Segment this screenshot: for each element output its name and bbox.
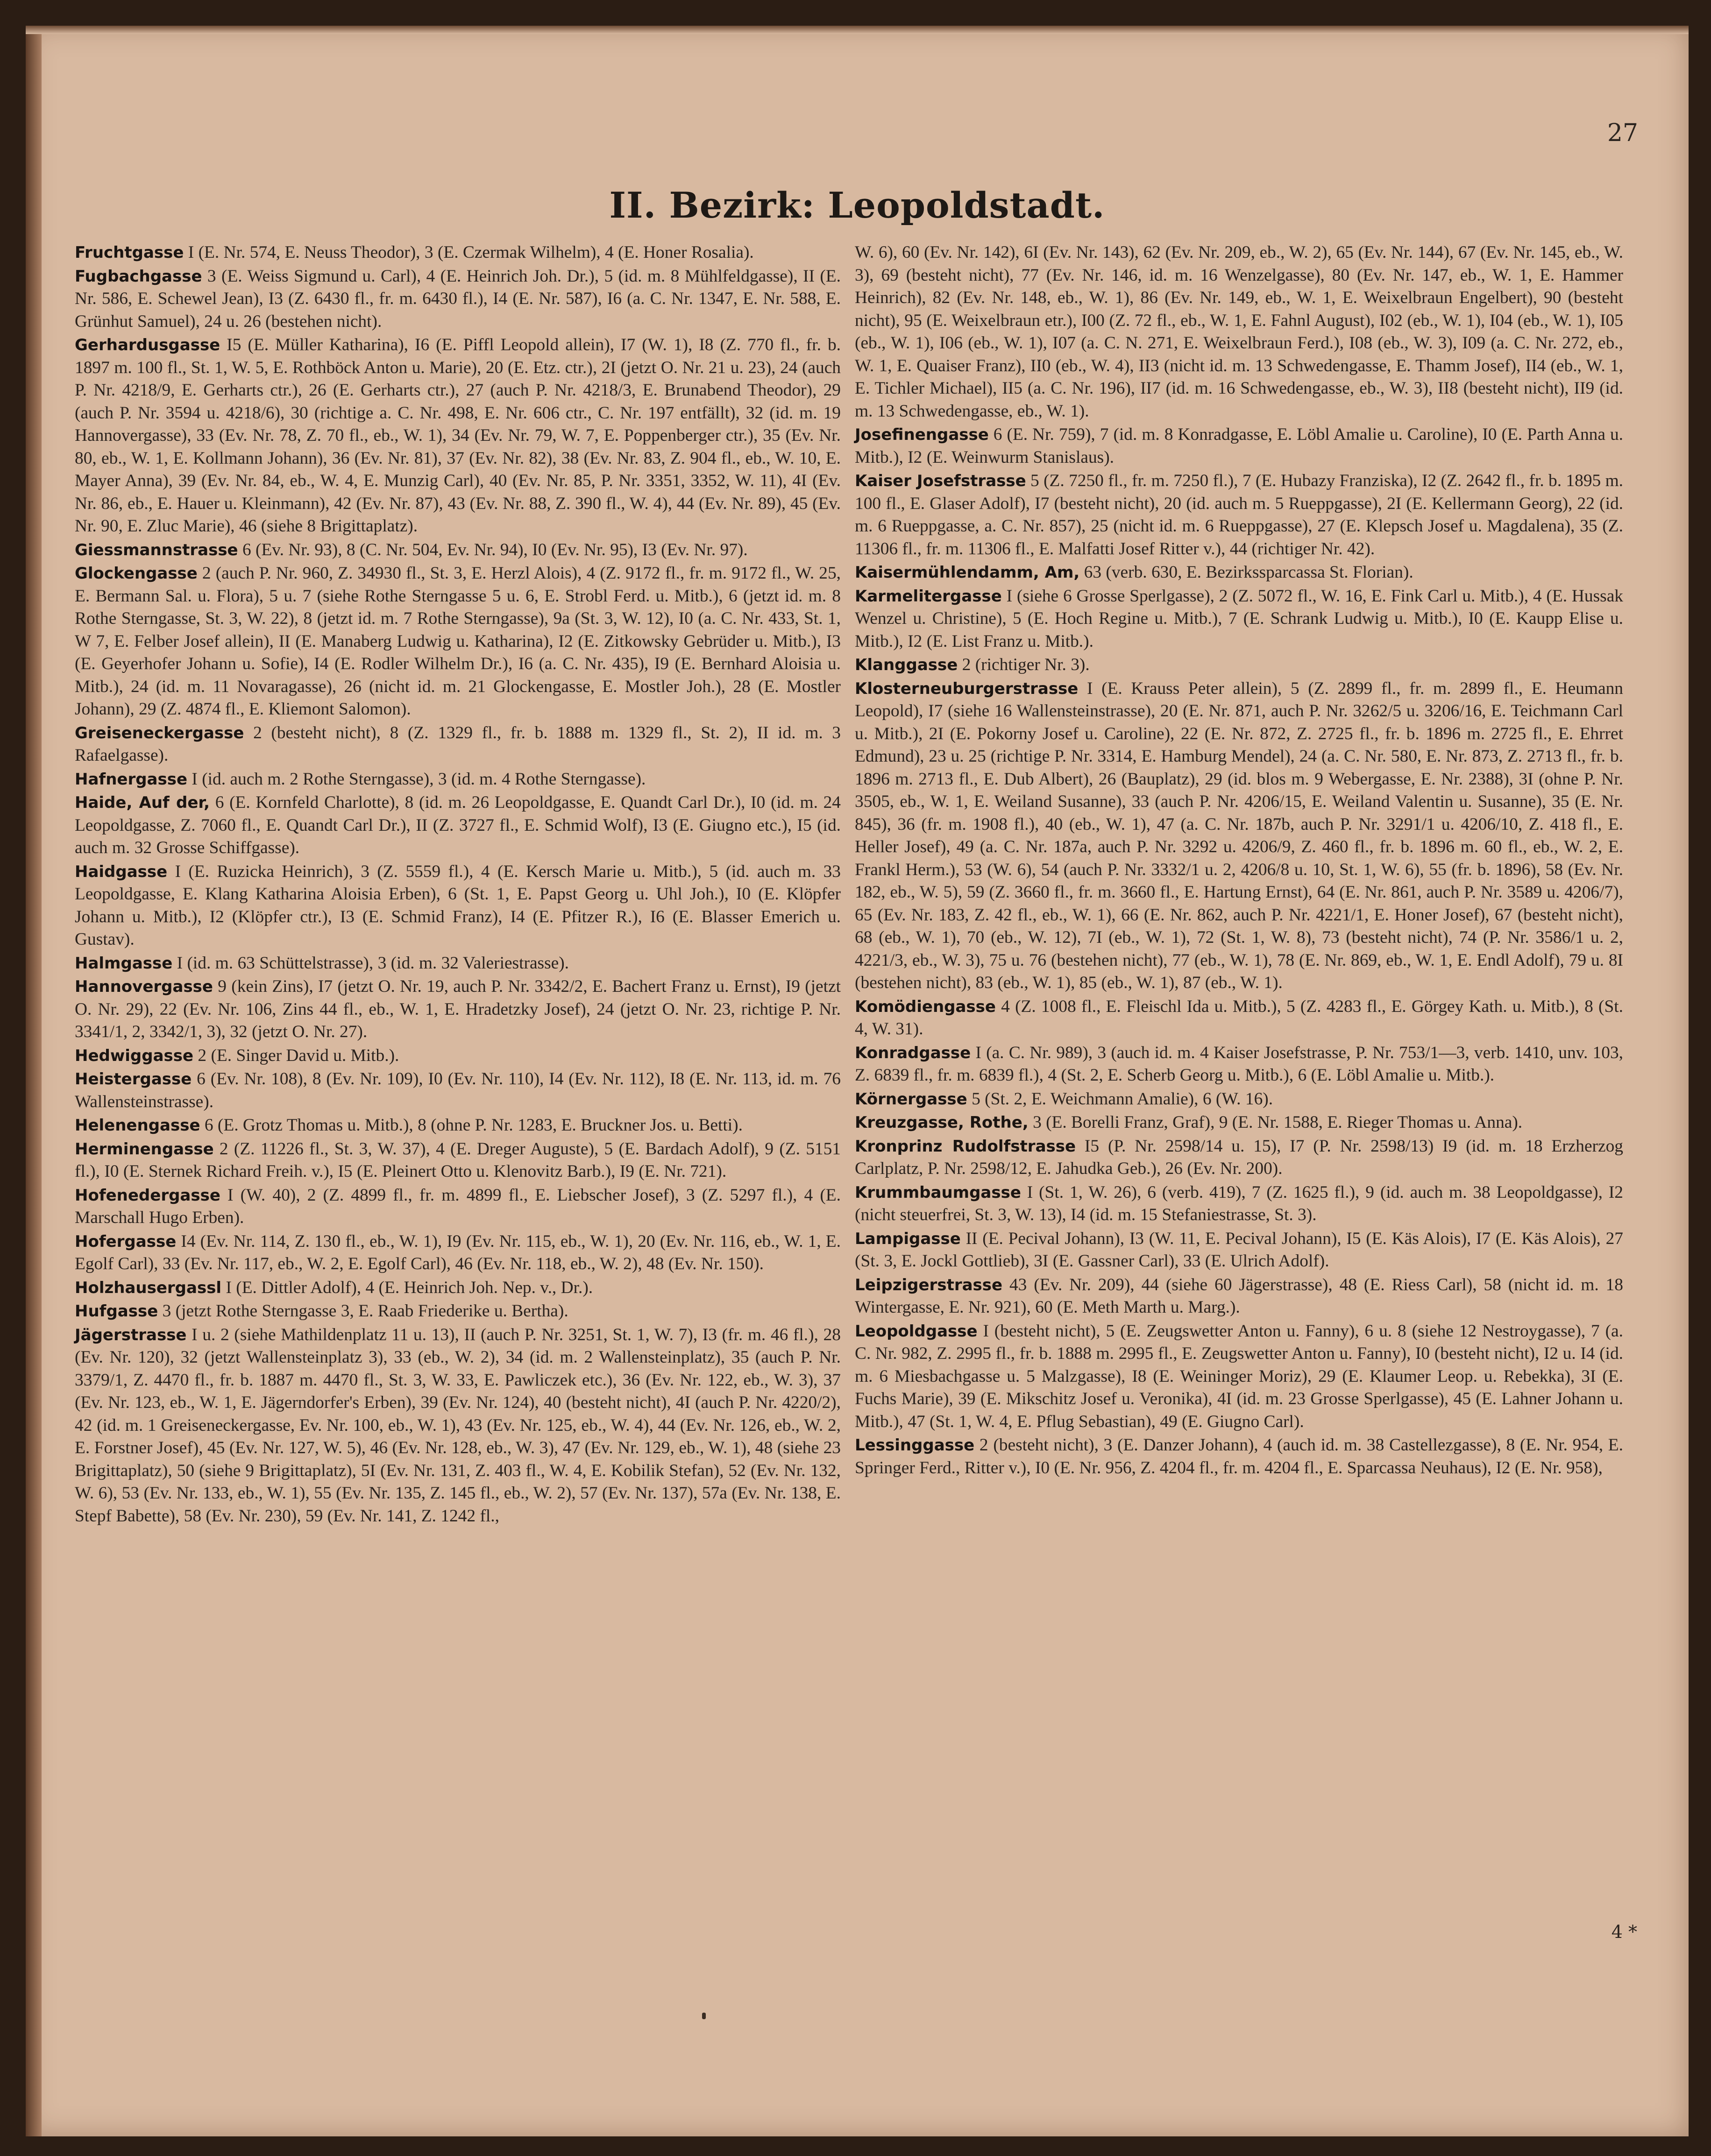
page-title: II. Bezirk: Leopoldstadt. [609, 184, 1105, 226]
street-entry [75, 241, 841, 264]
street-entry [855, 1274, 1623, 1319]
street-entry [855, 241, 1623, 423]
street-details: I (a. C. Nr. 989), 3 (auch id. m. 4 Kaiser Josefstrasse, P. Nr. 753/1—3, verb. 1410, unv. 103, Z. 6839 fl., fr. m. 6839 fl.), 4 (St. 2, E. Scherb Georg u. Mitb.), 6 (E. Löbl Amalie u. Mitb.). [855, 1043, 1623, 1085]
street-entry [75, 562, 841, 721]
street-name: Greiseneckergasse [75, 723, 244, 742]
left-column [75, 241, 841, 1528]
signature-mark: 4 * [1611, 1922, 1637, 1942]
street-details: I4 (Ev. Nr. 114, Z. 130 fl., eb., W. 1), I9 (Ev. Nr. 115, eb., W. 1), 20 (Ev. Nr. 116, eb., W. 1, E. Egolf Carl), 33 (Ev. Nr. 117, eb., W. 2, E. Egolf Carl), 46 (Ev. Nr. 118, eb., W. 2), 48 (Ev. Nr. 150). [75, 1231, 841, 1273]
street-entry [855, 1088, 1623, 1111]
street-entry [855, 1434, 1623, 1479]
street-details: 3 (jetzt Rothe Sterngasse 3, E. Raab Friederike u. Bertha). [158, 1301, 568, 1321]
street-details: 2 (Z. 11226 fl., St. 3, W. 37), 4 (E. Dreger Auguste), 5 (E. Bardach Adolf), 9 (Z. 5151 fl.), I0 (E. Sternek Richard Freih. v.), I5 (E. Pleinert Otto u. Klenovitz Barb.), I9 (E. Nr. 721). [75, 1139, 841, 1181]
street-details: 6 (Ev. Nr. 93), 8 (C. Nr. 504, Ev. Nr. 94), I0 (Ev. Nr. 95), I3 (Ev. Nr. 97). [238, 540, 748, 559]
street-name: Heistergasse [75, 1070, 192, 1089]
street-name: Haide, Auf der, [75, 793, 210, 812]
street-details: I (E. Nr. 574, E. Neuss Theodor), 3 (E. Czermak Wilhelm), 4 (E. Honer Rosalia). [184, 243, 754, 262]
street-entry [855, 654, 1623, 677]
street-entry [75, 1184, 841, 1230]
street-name: Kreuzgasse, Rothe, [855, 1113, 1029, 1132]
street-name: Glockengasse [75, 564, 198, 583]
street-details: I (E. Krauss Peter allein), 5 (Z. 2899 fl., fr. m. 2899 fl., E. Heumann Leopold), I7 (siehe 16 Wallensteinstrasse), 20 (E. Nr. 871, auch P. Nr. 3262/5 u. 3206/16, E. Teichmann Carl u. Mitb.), 2I (E. Pokorny Josef u. Caroline), 22 (E. Nr. 872, Z. 2725 fl., fr. b. 1896 m. 2725 fl., E. Ehrret Edmund), 23 u. 25 (richtige P. Nr. 3314, E. Hamburg Mendel), 24 (a. C. Nr. 580, E. Nr. 873, Z. 2713 fl., fr. b. 1896 m. 2713 fl., E. Dub Albert), 26 (Bauplatz), 29 (id. blos m. 9 Webergasse, E. Nr. 2388), 3I (ohne P. Nr. 3505, eb., W. 1, E. Weiland Susanne), 33 (auch P. Nr. 4206/15, E. Weiland Valentin u. Susanne), 35 (E. Nr. 845), 36 (fr. m. 1908 fl.), 40 (eb., W. 1), 47 (a. C. Nr. 187b, auch P. Nr. 3291/1 u. 4206/10, Z. 418 fl., E. Heller Josef), 49 (a. C. Nr. 187a, auch P. Nr. 3292 u. 4206/9, Z. 460 fl., fr. b. 1896 m. 60 fl., eb., W. 2, E. Frankl Herm.), 53 (W. 6), 54 (auch P. Nr. 3332/1 u. 2, 4206/8 u. 10, St. 1, W. 6), 55 (fr. b. 1896), 58 (Ev. Nr. 182, eb., W. 5), 59 (Z. 3660 fl., fr. m. 3660 fl., E. Hartung Ernst), 64 (E. Nr. 861, auch P. Nr. 3589 u. 4206/7), 65 (Ev. Nr. 183, Z. 42 fl., eb., W. 1), 66 (E. Nr. 862, auch P. Nr. 4221/1, E. Honer Josef), 67 (besteht nicht), 68 (eb., W. 1), 70 (eb., W. 12), 7I (eb., W. 1), 72 (St. 1, W. 8), 73 (besteht nicht), 74 (P. Nr. 3586/1 u. 2, 4221/3, eb., W. 3), 75 u. 76 (bestehen nicht), 77 (eb., W. 1), 78 (E. Nr. 869, eb., W. 1, E. Endl Adolf), 79 u. 8I (bestehen nicht), 83 (eb., W. 1), 85 (eb., W. 1), 87 (eb., W. 1). [855, 679, 1623, 992]
street-details: 6 (E. Grotz Thomas u. Mitb.), 8 (ohne P. Nr. 1283, E. Bruckner Jos. u. Betti). [200, 1116, 743, 1135]
street-entry [75, 1114, 841, 1137]
document-page [26, 26, 1689, 2136]
street-name: Karmelitergasse [855, 587, 1002, 606]
street-entry [75, 334, 841, 538]
street-entry [75, 1138, 841, 1183]
street-details: I (siehe 6 Grosse Sperlgasse), 2 (Z. 5072 fl., W. 16, E. Fink Carl u. Mitb.), 4 (E. Hussak Wenzel u. Christine), 5 (E. Hoch Regine u. Mitb.), 7 (E. Schrank Ludwig u. Mitb.), I0 (E. Kaupp Elise u. Mitb.), I2 (E. List Franz u. Mitb.). [855, 586, 1623, 651]
street-name: Josefinengasse [855, 425, 989, 444]
street-name: Helenengasse [75, 1116, 200, 1135]
street-details: I (St. 1, W. 26), 6 (verb. 419), 7 (Z. 1625 fl.), 9 (id. auch m. 38 Leopoldgasse), I2 (nicht steuerfrei, St. 3, W. 13), I4 (id. m. 15 Stefaniestrasse, St. 3). [855, 1182, 1623, 1224]
street-entry [75, 1300, 841, 1323]
street-name: Leopoldgasse [855, 1322, 978, 1341]
street-name: Kaiser Josefstrasse [855, 472, 1026, 490]
street-details: I (besteht nicht), 5 (E. Zeugswetter Anton u. Fanny), 6 u. 8 (siehe 12 Nestroygasse), 7 (a. C. Nr. 982, Z. 2995 fl., fr. b. 1888 m. 2995 fl., E. Zeugswetter Anton u. Fanny), I0 (besteht nicht), I2 u. I4 (id. m. 6 Miesbachgasse u. 5 Malzgasse), I8 (E. Weininger Moriz), 29 (E. Klaumer Leop. u. Rebekka), 3I (E. Fuchs Marie), 39 (E. Mikschitz Josef u. Veronika), 4I (id. m. 23 Grosse Sperlgasse), 45 (E. Lahner Johann u. Mitb.), 47 (St. 1, W. 4, E. Pflug Sebastian), 49 (E. Giugno Carl). [855, 1321, 1623, 1431]
street-name: Körnergasse [855, 1089, 967, 1109]
street-details: I (E. Dittler Adolf), 4 (E. Heinrich Joh. Nep. v., Dr.). [221, 1278, 593, 1297]
street-name: Lessinggasse [855, 1436, 975, 1455]
street-details: 2 (richtiger Nr. 3). [958, 655, 1090, 674]
street-name: Haidgasse [75, 862, 168, 881]
street-details: I (id. m. 63 Schüttelstrasse), 3 (id. m. 32 Valeriestrasse). [172, 953, 569, 973]
street-name: Hufgasse [75, 1302, 158, 1321]
street-entry [855, 1228, 1623, 1273]
page-binding-edge [26, 26, 42, 2136]
street-details: 5 (St. 2, E. Weichmann Amalie), 6 (W. 16). [967, 1089, 1273, 1109]
street-entry [855, 678, 1623, 995]
street-details: I u. 2 (siehe Mathildenplatz 11 u. 13), II (auch P. Nr. 3251, St. 1, W. 7), I3 (fr. m. 46 fl.), 28 (Ev. Nr. 120), 32 (jetzt Wallensteinplatz 3), 33 (eb., W. 2), 34 (id. m. 2 Wallensteinplatz), 35 (auch P. Nr. 3379/1, Z. 4470 fl., fr. b. 1887 m. 4470 fl., St. 3, W. 33, E. Pawliczek etc.), 36 (Ev. Nr. 122, eb., W. 3), 37 (Ev. Nr. 123, eb., W. 1, E. Jägerndorfer's Erben), 39 (Ev. Nr. 124), 40 (besteht nicht), 4I (auch P. Nr. 4220/2), 42 (id. m. 1 Greiseneckergasse, Ev. Nr. 100, eb., W. 1), 43 (Ev. Nr. 125, eb., W. 4), 44 (Ev. Nr. 126, eb., W. 2, E. Forstner Josef), 45 (Ev. Nr. 127, W. 5), 46 (Ev. Nr. 128, eb., W. 3), 47 (Ev. Nr. 129, eb., W. 1), 48 (siehe 23 Brigittaplatz), 50 (siehe 9 Brigittaplatz), 5I (Ev. Nr. 131, Z. 403 fl., W. 4, E. Kobilik Stefan), 52 (Ev. Nr. 132, W. 6), 53 (Ev. Nr. 133, eb., W. 1), 55 (Ev. Nr. 135, Z. 145 fl., eb., W. 2), 57 (Ev. Nr. 137), 57a (Ev. Nr. 138, E. Stepf Babette), 58 (Ev. Nr. 230), 59 (Ev. Nr. 141, Z. 1242 fl., [75, 1325, 841, 1526]
street-details: 2 (besteht nicht), 8 (Z. 1329 fl., fr. b. 1888 m. 1329 fl., St. 2), II id. m. 3 Rafaelgasse). [75, 723, 841, 765]
street-entry [855, 996, 1623, 1041]
street-details: I (id. auch m. 2 Rothe Sterngasse), 3 (id. m. 4 Rothe Sterngasse). [187, 769, 646, 789]
page-top-edge [26, 26, 1689, 34]
street-name: Hofergasse [75, 1232, 177, 1251]
street-name: Lampigasse [855, 1229, 961, 1248]
street-entry [75, 722, 841, 767]
street-entry [75, 1277, 841, 1300]
street-details: II (E. Pecival Johann), I3 (W. 11, E. Pecival Johann), I5 (E. Käs Alois), I7 (E. Käs Alois), 27 (St. 3, E. Jockl Gottlieb), 3I (E. Gassner Carl), 33 (E. Ulrich Adolf). [855, 1229, 1623, 1271]
street-name: Komödiengasse [855, 997, 996, 1016]
street-name: Kronprinz Rudolfstrasse [855, 1137, 1076, 1156]
street-name: Hannovergasse [75, 977, 213, 996]
street-name: Leipzigerstrasse [855, 1275, 1003, 1294]
street-entry [75, 976, 841, 1044]
street-details: 9 (kein Zins), I7 (jetzt O. Nr. 19, auch P. Nr. 3342/2, E. Bachert Franz u. Ernst), I9 (jetzt O. Nr. 29), 22 (Ev. Nr. 106, Zins 44 fl., eb., W. 1, E. Hradetzky Josef), 24 (jetzt O. Nr. 23, richtige P. Nr. 3341/1, 2, 3342/1, 3), 32 (jetzt O. Nr. 27). [75, 977, 841, 1041]
street-details: 3 (E. Weiss Sigmund u. Carl), 4 (E. Heinrich Joh. Dr.), 5 (id. m. 8 Mühlfeldgasse), II (E. Nr. 586, E. Schewel Jean), I3 (Z. 6430 fl., fr. m. 6430 fl.), I4 (E. Nr. 587), I6 (a. C. Nr. 1347, E. Nr. 588, E. Grünhut Samuel), 24 u. 26 (bestehen nicht). [75, 266, 841, 331]
street-entry [855, 1042, 1623, 1087]
right-column [855, 241, 1623, 1480]
street-details: W. 6), 60 (Ev. Nr. 142), 6I (Ev. Nr. 143), 62 (Ev. Nr. 209, eb., W. 2), 65 (Ev. Nr. 144), 67 (Ev. Nr. 145, eb., W. 3), 69 (besteht nicht), 77 (Ev. Nr. 146, id. m. 16 Wenzelgasse), 80 (Ev. Nr. 147, eb., W. 1, E. Hammer Heinrich), 82 (Ev. Nr. 148, eb., W. 1), 86 (Ev. Nr. 149, eb., W. 1, E. Weixelbraun Engelbert), 90 (besteht nicht), 95 (E. Weixelbraun etr.), I00 (Z. 72 fl., eb., W. 1, E. Fahnl August), I02 (eb., W. 1), I04 (eb., W. 1), I05 (eb., W. 1), I06 (eb., W. 1), I07 (a. C. N. 271, E. Weixelbraun Ferd.), I08 (eb., W. 3), I09 (a. C. Nr. 272, eb., W. 1, E. Quaiser Franz), II0 (eb., W. 4), II3 (nicht id. m. 13 Schwedengasse, E. Thamm Josef), II4 (eb., W. 1, E. Tichler Michael), II5 (a. C. Nr. 196), II7 (id. m. 16 Schwedengasse, eb., W. 3), II8 (besteht nicht), II9 (id. m. 13 Schwedengasse, eb., W. 1). [855, 243, 1623, 421]
street-name: Hedwiggasse [75, 1046, 194, 1065]
street-name: Kaisermühlendamm, Am, [855, 563, 1080, 582]
street-details: 43 (Ev. Nr. 209), 44 (siehe 60 Jägerstrasse), 48 (E. Riess Carl), 58 (nicht id. m. 18 Wintergasse, E. Nr. 921), 60 (E. Meth Marth u. Marg.). [855, 1275, 1623, 1317]
street-entry [855, 1135, 1623, 1180]
street-name: Herminengasse [75, 1139, 214, 1159]
street-entry [75, 1230, 841, 1276]
street-entry [855, 424, 1623, 469]
street-name: Giessmannstrasse [75, 540, 238, 559]
street-entry [855, 470, 1623, 560]
street-details: 6 (E. Nr. 759), 7 (id. m. 8 Konradgasse, E. Löbl Amalie u. Caroline), I0 (E. Parth Anna u. Mitb.), I2 (E. Weinwurm Stanislaus). [855, 425, 1623, 467]
street-entry [75, 861, 841, 951]
street-name: Konradgasse [855, 1043, 971, 1062]
street-entry [855, 1181, 1623, 1227]
street-details: 5 (Z. 7250 fl., fr. m. 7250 fl.), 7 (E. Hubazy Franziska), I2 (Z. 2642 fl., fr. b. 1895 m. 100 fl., E. Glaser Adolf), I7 (besteht nicht), 20 (id. auch m. 5 Rueppgasse), 2I (E. Kellermann Georg), 22 (id. m. 6 Rueppgasse, a. C. Nr. 857), 25 (nicht id. m. 6 Rueppgasse), 27 (E. Klepsch Josef u. Magdalena), 35 (Z. 11306 fl., fr. m. 11306 fl., E. Malfatti Josef Ritter v.), 44 (richtiger Nr. 42). [855, 471, 1623, 558]
street-entry [75, 539, 841, 562]
street-details: 6 (Ev. Nr. 108), 8 (Ev. Nr. 109), I0 (Ev. Nr. 110), I4 (Ev. Nr. 112), I8 (E. Nr. 113, id. m. 76 Wallensteinstrasse). [75, 1069, 841, 1111]
street-entry [855, 561, 1623, 584]
street-details: 2 (auch P. Nr. 960, Z. 34930 fl., St. 3, E. Herzl Alois), 4 (Z. 9172 fl., fr. m. 9172 fl., W. 25, E. Bermann Sal. u. Flora), 5 u. 7 (siehe Rothe Sterngasse 5 u. 6, E. Strobl Ferd. u. Mitb.), 6 (jetzt id. m. 8 Rothe Sterngasse, St. 3, W. 22), 8 (jetzt id. m. 7 Rothe Sterngasse), 9a (St. 3, W. 12), I0 (a. C. Nr. 433, St. 1, W 7, E. Felber Josef allein), II (E. Manaberg Ludwig u. Katharina), I2 (E. Zitkowsky Gebrüder u. Mitb.), I3 (E. Geyerhofer Johann u. Sofie), I4 (E. Rodler Wilhelm Dr.), I6 (a. C. Nr. 435), I9 (E. Bernhard Aloisia u. Mitb.), 24 (id. m. 11 Novaragasse), 26 (nicht id. m. 21 Glockengasse, E. Mostler Joh.), 28 (E. Mostler Johann), 29 (Z. 4874 fl., E. Kliemont Salomon). [75, 564, 841, 719]
street-name: Jägerstrasse [75, 1325, 187, 1344]
street-name: Fruchtgasse [75, 243, 184, 262]
street-entry [75, 792, 841, 860]
street-details: 63 (verb. 630, E. Bezirkssparcassa St. Florian). [1079, 563, 1413, 582]
street-entry [75, 1045, 841, 1067]
street-entry [75, 1324, 841, 1528]
street-entry [855, 585, 1623, 653]
street-name: Krummbaumgasse [855, 1183, 1021, 1202]
street-name: Hofenedergasse [75, 1186, 220, 1205]
street-details: 4 (Z. 1008 fl., E. Fleischl Ida u. Mitb.), 5 (Z. 4283 fl., E. Görgey Kath. u. Mitb.), 8 (St. 4, W. 31). [855, 997, 1623, 1039]
street-details: I (E. Ruzicka Heinrich), 3 (Z. 5559 fl.), 4 (E. Kersch Marie u. Mitb.), 5 (id. auch m. 33 Leopoldgasse, E. Klang Katharina Aloisia Erben), 6 (St. 1, E. Papst Georg u. Uhl Joh.), I0 (E. Klöpfer Johann u. Mitb.), I2 (Klöpfer ctr.), I3 (E. Schmid Franz), I4 (E. Pfitzer R.), I6 (E. Blasser Emerich u. Gustav). [75, 862, 841, 949]
street-name: Klanggasse [855, 656, 958, 674]
street-name: Halmgasse [75, 954, 173, 973]
street-details: I5 (P. Nr. 2598/14 u. 15), I7 (P. Nr. 2598/13) I9 (id. m. 18 Erzherzog Carlplatz, P. Nr. 2598/12, E. Jahudka Geb.), 26 (Ev. Nr. 200). [855, 1136, 1623, 1178]
street-entry [855, 1320, 1623, 1434]
street-details: I (W. 40), 2 (Z. 4899 fl., fr. m. 4899 fl., E. Liebscher Josef), 3 (Z. 5297 fl.), 4 (E. Marschall Hugo Erben). [75, 1185, 841, 1227]
street-details: 2 (besteht nicht), 3 (E. Danzer Johann), 4 (auch id. m. 38 Castellezgasse), 8 (E. Nr. 954, E. Springer Ferd., Ritter v.), I0 (E. Nr. 956, Z. 4204 fl., fr. m. 4204 fl., E. Sparcassa Neuhaus), I2 (E. Nr. 958), [855, 1435, 1623, 1477]
street-entry [75, 768, 841, 791]
street-entry [75, 265, 841, 333]
street-details: 2 (E. Singer David u. Mitb.). [193, 1046, 399, 1065]
page-number: 27 [1607, 119, 1638, 147]
street-entry [75, 952, 841, 975]
street-details: 3 (E. Borelli Franz, Graf), 9 (E. Nr. 1588, E. Rieger Thomas u. Anna). [1028, 1113, 1523, 1132]
street-name: Hafnergasse [75, 770, 188, 789]
street-details: 6 (E. Kornfeld Charlotte), 8 (id. m. 26 Leopoldgasse, E. Quandt Carl Dr.), I0 (id. m. 24 Leopoldgasse, Z. 7060 fl., E. Quandt Carl Dr.), II (Z. 3727 fl., E. Schmid Wolf), I3 (E. Giugno etc.), I5 (id. auch m. 32 Grosse Schiffgasse). [75, 793, 841, 857]
street-name: Fugbachgasse [75, 267, 202, 286]
street-details: I5 (E. Müller Katharina), I6 (E. Piffl Leopold allein), I7 (W. 1), I8 (Z. 770 fl., fr. b. 1897 m. 100 fl., St. 1, W. 5, E. Rothböck Anton u. Marie), 20 (E. Etz. ctr.), 2I (jetzt O. Nr. 21 u. 23), 24 (auch P. Nr. 4218/9, E. Gerharts ctr.), 26 (E. Gerharts ctr.), 27 (auch P. Nr. 4218/3, E. Brunabend Theodor), 29 (auch P. Nr. 3594 u. 4218/6), 30 (richtige a. C. Nr. 498, E. Nr. 606 ctr., C. Nr. 197 entfällt), 32 (id. m. 19 Hannovergasse), 33 (Ev. Nr. 78, Z. 70 fl., eb., W. 1), 34 (Ev. Nr. 79, W. 7, E. Poppenberger ctr.), 35 (Ev. Nr. 80, eb., W. 1, E. Kollmann Johann), 36 (Ev. Nr. 81), 37 (Ev. Nr. 82), 38 (Ev. Nr. 83, Z. 904 fl., eb., W. 10, E. Mayer Anna), 39 (Ev. Nr. 84, eb., W. 4, E. Munzig Carl), 40 (Ev. Nr. 85, P. Nr. 3351, 3352, W. 11), 4I (Ev. Nr. 86, eb., E. Hauer u. Kleinmann), 42 (Ev. Nr. 87), 43 (Ev. Nr. 88, Z. 390 fl., W. 4), 44 (Ev. Nr. 89), 45 (Ev. Nr. 90, E. Zluc Marie), 46 (siehe 8 Brigittaplatz). [75, 335, 841, 536]
ink-dot [702, 2013, 706, 2019]
street-name: Klosterneuburgerstrasse [855, 679, 1079, 698]
street-entry [855, 1111, 1623, 1134]
street-name: Holzhausergassl [75, 1278, 222, 1297]
street-entry [75, 1068, 841, 1113]
street-name: Gerhardusgasse [75, 336, 220, 354]
